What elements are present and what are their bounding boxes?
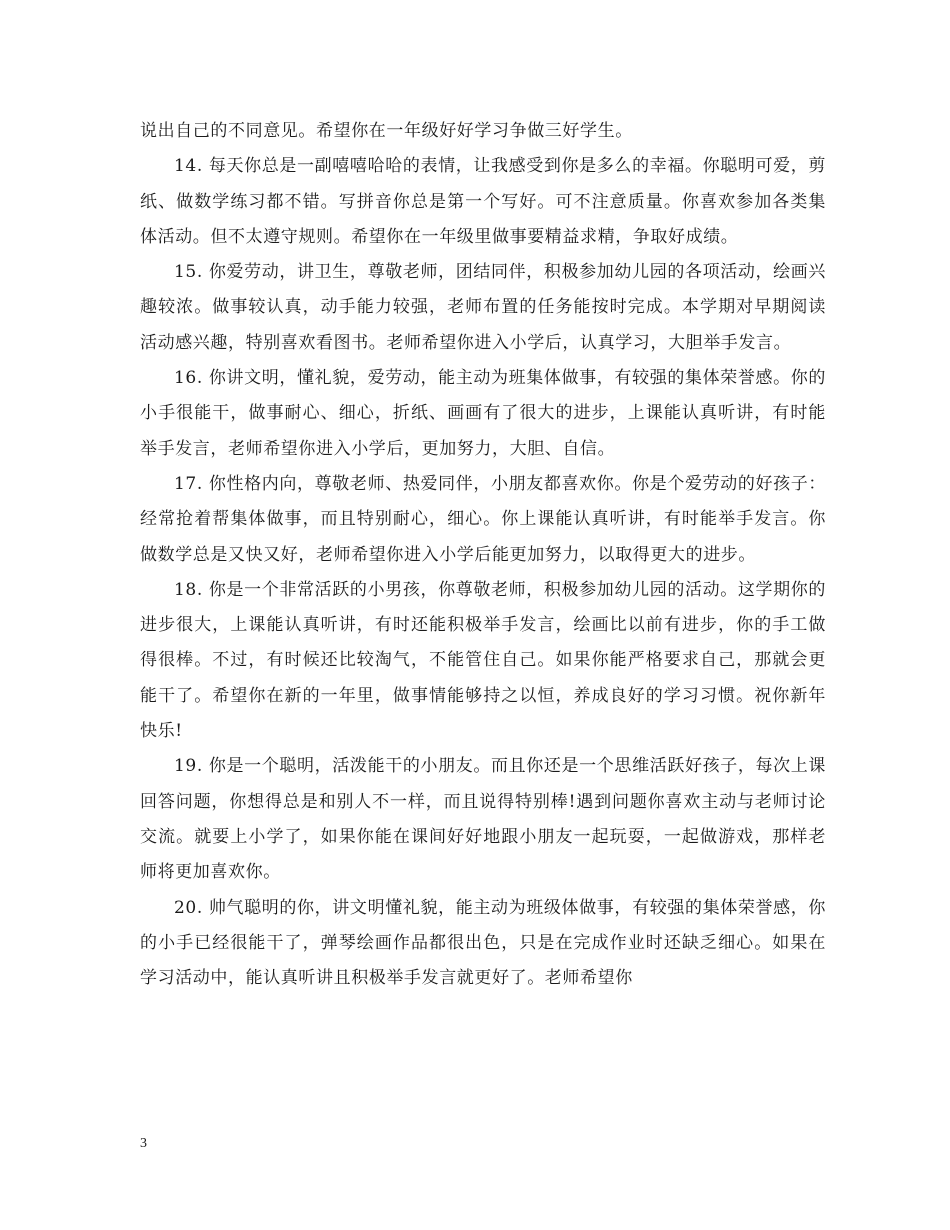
document-body: [140, 114, 826, 996]
paragraph-continuation: 说出自己的不同意见。希望你在一年级好好学习争做三好学生。: [140, 121, 633, 141]
paragraph-comment-19: 19. 你是一个聪明，活泼能干的小朋友。而且你还是一个思维活跃好孩子，每次上课回答问题，你想得总是和别人不一样，而且说得特别棒!遇到问题你喜欢主动与老师讨论交流。就要上小学了，如果你能在课间好好地跟小朋友一起玩耍，一起做游戏，那样老师将更加喜欢你。: [140, 756, 826, 883]
paragraph-comment-18: 18. 你是一个非常活跃的小男孩，你尊敬老师，积极参加幼儿园的活动。这学期你的进步很大，上课能认真听讲，有时还能积极举手发言，绘画比以前有进步，你的手工做得很棒。不过，有时候还比较淘气，不能管住自己。如果你能严格要求自己，那就会更能干了。希望你在新的一年里，做事情能够持之以恒，养成良好的学习习惯。祝你新年快乐!: [140, 579, 826, 742]
paragraph-comment-17: 17. 你性格内向，尊敬老师、热爱同伴，小朋友都喜欢你。你是个爱劳动的好孩子：经常抢着帮集体做事，而且特别耐心，细心。你上课能认真听讲，有时能举手发言。你做数学总是又快又好，老师希望你进入小学后能更加努力，以取得更大的进步。: [140, 473, 826, 565]
paragraph-comment-20: 20. 帅气聪明的你，讲文明懂礼貌，能主动为班级体做事，有较强的集体荣誉感，你的小手已经很能干了，弹琴绘画作品都很出色，只是在完成作业时还缺乏细心。如果在学习活动中，能认真听讲且积极举手发言就更好了。老师希望你: [140, 897, 826, 989]
page-number: 3: [140, 1136, 147, 1151]
paragraph-comment-14: 14. 每天你总是一副嘻嘻哈哈的表情，让我感受到你是多么的幸福。你聪明可爱，剪纸、做数学练习都不错。写拼音你总是第一个写好。可不注意质量。你喜欢参加各类集体活动。但不太遵守规则。希望你在一年级里做事要精益求精，争取好成绩。: [140, 156, 826, 247]
paragraph-comment-16: 16. 你讲文明，懂礼貌，爱劳动，能主动为班集体做事，有较强的集体荣誉感。你的小手很能干，做事耐心、细心，折纸、画画有了很大的进步，上课能认真听讲，有时能举手发言，老师希望你进入小学后，更加努力，大胆、自信。: [140, 368, 826, 459]
paragraph-comment-15: 15. 你爱劳动，讲卫生，尊敬老师，团结同伴，积极参加幼儿园的各项活动，绘画兴趣较浓。做事较认真，动手能力较强，老师布置的任务能按时完成。本学期对早期阅读活动感兴趣，特别喜欢看图书。老师希望你进入小学后，认真学习，大胆举手发言。: [140, 262, 826, 353]
